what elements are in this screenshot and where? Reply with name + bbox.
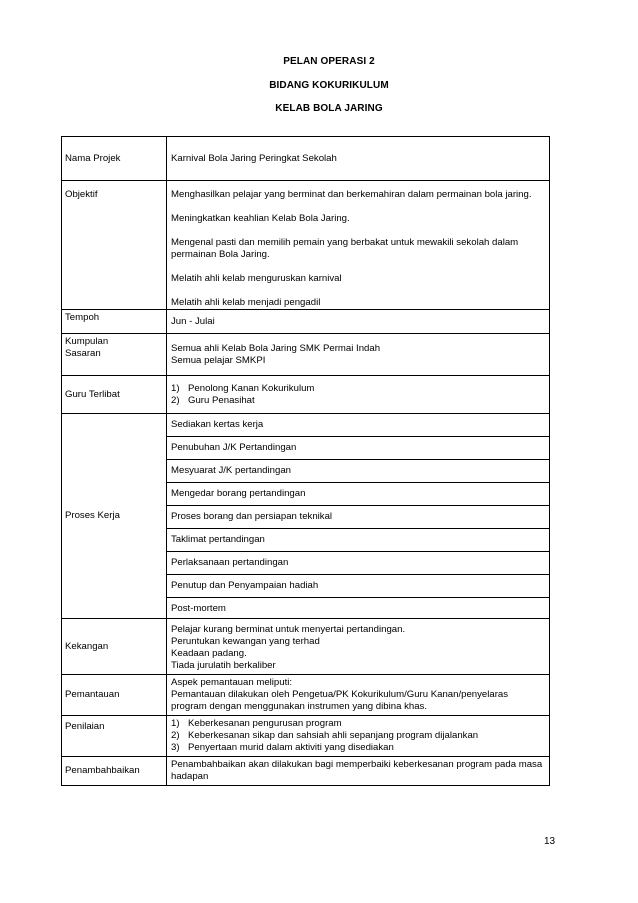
process-step: Sediakan kertas kerja [171, 419, 264, 430]
constraint-item: Pelajar kurang berminat untuk menyertai pertandingan. [171, 624, 406, 635]
row-value [167, 334, 550, 376]
process-step: Post-mortem [167, 597, 549, 618]
list-text: Penyertaan murid dalam aktiviti yang disediakan [188, 742, 394, 753]
target-item: Semua pelajar SMKPI [171, 354, 266, 366]
monitoring-line: Pemantauan dilakukan oleh Pengetua/PK Kokurikulum/Guru Kanan/penyelaras program dengan menggunakan instrumen yang dibina khas. [171, 689, 509, 712]
teacher-list [171, 383, 545, 407]
document-subtitle-club: KELAB BOLA JARING [275, 103, 383, 114]
row-kumpulan-sasaran [62, 334, 550, 376]
row-tempoh [62, 310, 550, 334]
row-label: Penambahbaikan [62, 757, 167, 786]
document-title: PELAN OPERASI 2 [283, 56, 375, 67]
row-label: Objektif [62, 181, 167, 310]
list-item [171, 730, 545, 742]
list-text: Penolong Kanan Kokurikulum [188, 382, 315, 394]
row-value [167, 716, 550, 757]
objective-item: Melatih ahli kelab menjadi pengadil [171, 297, 321, 308]
row-value: Penambahbaikan akan dilakukan bagi memperbaiki keberkesanan program pada masa hadapan [167, 757, 550, 786]
label-line: Kumpulan [65, 336, 109, 347]
row-label: Tempoh [62, 310, 167, 334]
row-proses-kerja [62, 414, 550, 619]
list-number: 3) [171, 742, 180, 753]
process-step: Mengedar borang pertandingan [167, 482, 549, 503]
process-step: Proses borang dan persiapan teknikal [167, 505, 549, 526]
row-guru-terlibat [62, 376, 550, 414]
row-kekangan [62, 619, 550, 675]
row-label: Pemantauan [62, 675, 167, 716]
constraint-item: Peruntukan kewangan yang terhad [171, 636, 320, 647]
row-label [62, 334, 167, 376]
plan-table [61, 136, 550, 786]
row-nama-projek [62, 137, 550, 181]
list-item [171, 383, 545, 395]
process-step: Penubuhan J/K Pertandingan [167, 436, 549, 457]
list-number: 1) [171, 382, 180, 394]
list-number: 2) [171, 394, 180, 406]
row-pemantauan [62, 675, 550, 716]
row-value [167, 376, 550, 414]
process-step: Taklimat pertandingan [167, 528, 549, 549]
row-label: Kekangan [62, 619, 167, 675]
row-value: Jun - Julai [167, 310, 550, 334]
row-label: Proses Kerja [62, 414, 167, 619]
monitoring-line: Aspek pemantauan meliputi: [171, 677, 293, 688]
list-text: Guru Penasihat [188, 394, 255, 406]
process-step: Perlaksanaan pertandingan [167, 551, 549, 572]
objective-item: Mengenal pasti dan memilih pemain yang berbakat untuk mewakili sekolah dalam permainan Bola Jaring. [171, 237, 519, 260]
process-step: Mesyuarat J/K pertandingan [167, 459, 549, 480]
row-penambahbaikan [62, 757, 550, 786]
list-item [171, 718, 545, 730]
target-item: Semua ahli Kelab Bola Jaring SMK Permai Indah [171, 342, 381, 354]
row-label: Guru Terlibat [62, 376, 167, 414]
list-number: 2) [171, 730, 180, 741]
list-text: Keberkesanan sikap dan sahsiah ahli sepanjang program dijalankan [188, 730, 479, 741]
objective-item: Melatih ahli kelab menguruskan karnival [171, 273, 342, 284]
row-objektif [62, 181, 550, 310]
list-item [171, 742, 545, 754]
process-step: Penutup dan Penyampaian hadiah [167, 574, 549, 595]
constraint-item: Keadaan padang. [171, 648, 247, 659]
row-label: Penilaian [62, 716, 167, 757]
process-list [167, 414, 550, 619]
document-subtitle-field: BIDANG KOKURIKULUM [269, 80, 389, 91]
list-item [171, 395, 545, 407]
objektif-list [167, 181, 550, 310]
row-label: Nama Projek [62, 137, 167, 181]
objective-item: Menghasilkan pelajar yang berminat dan berkemahiran dalam permainan bola jaring. [171, 189, 532, 200]
row-penilaian [62, 716, 550, 757]
objective-item: Meningkatkan keahlian Kelab Bola Jaring. [171, 213, 350, 224]
list-number: 1) [171, 718, 180, 729]
list-text: Keberkesanan pengurusan program [188, 718, 342, 729]
evaluation-list [171, 718, 545, 754]
constraint-item: Tiada jurulatih berkaliber [171, 660, 276, 671]
page-number: 13 [544, 836, 556, 847]
label-line: Sasaran [65, 348, 101, 359]
row-value [167, 619, 550, 675]
row-value: Karnival Bola Jaring Peringkat Sekolah [167, 137, 550, 181]
row-value [167, 675, 550, 716]
